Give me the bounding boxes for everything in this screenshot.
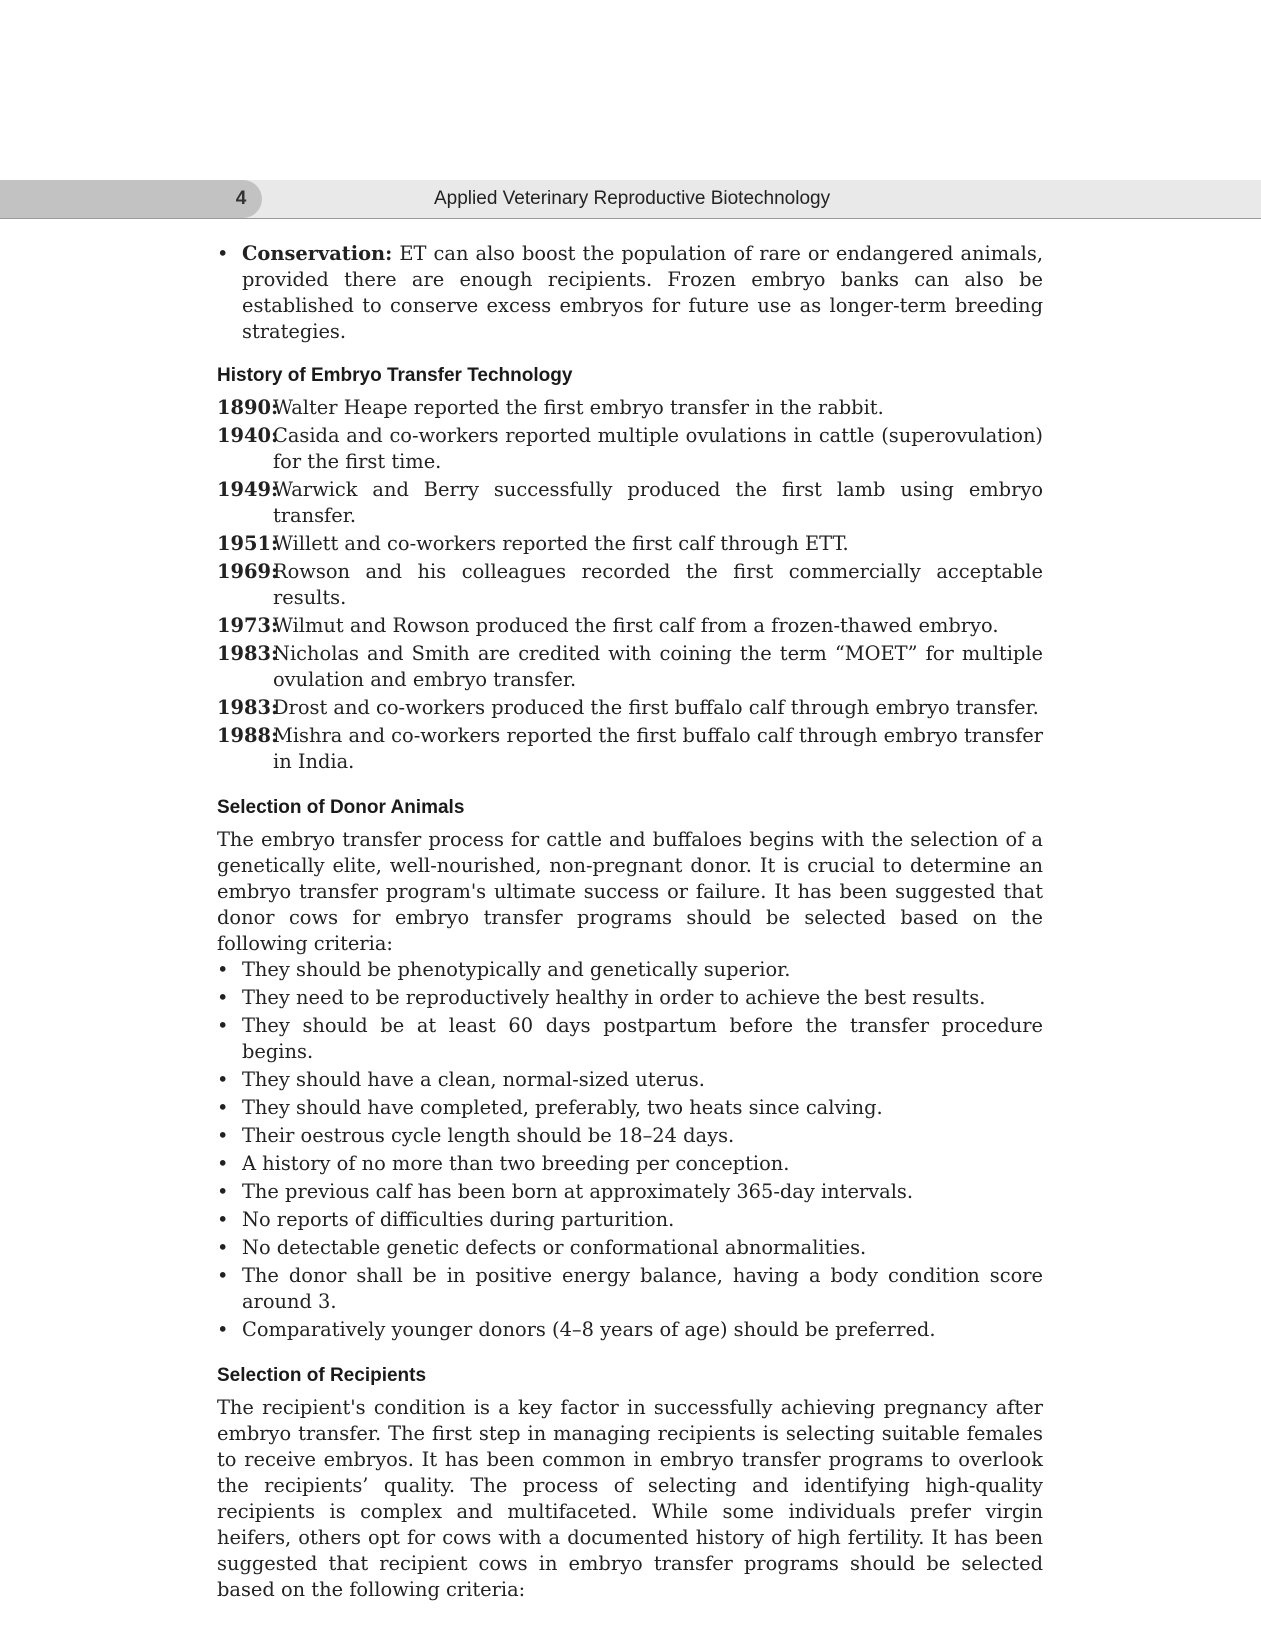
donor-intro-paragraph: The embryo transfer process for cattle and buffaloes begins with the selection of a genetically elite, well-nourished, non-pregnant donor. It is crucial to determine an embryo transfer program's ultimate success or failure. It has been suggested that donor cows for embryo transfer programs should be selected based on the following criteria: [217, 828, 1043, 955]
recipients-heading: Selection of Recipients [217, 1365, 427, 1386]
history-year: 1983: [217, 642, 279, 665]
list-item [217, 1235, 1043, 1261]
bullet-glyph: • [217, 1236, 229, 1259]
bullet-glyph: • [217, 1124, 229, 1147]
history-year: 1890: [217, 396, 279, 419]
history-year: 1951: [217, 532, 279, 555]
history-text: Drost and co-workers produced the first buffalo calf through embryo transfer. [273, 696, 1039, 719]
list-item [217, 1151, 1043, 1177]
list-item [217, 1317, 1043, 1343]
running-title: Applied Veterinary Reproductive Biotechnology [434, 188, 831, 209]
list-item [217, 1207, 1043, 1233]
bullet-glyph: • [217, 1096, 229, 1119]
criterion-text: No reports of difficulties during parturition. [242, 1208, 675, 1231]
history-list [217, 395, 1043, 775]
history-text: Willett and co-workers reported the first calf through ETT. [273, 532, 849, 555]
history-year: 1988: [217, 724, 279, 747]
history-item [217, 531, 1043, 557]
history-text: Walter Heape reported the first embryo transfer in the rabbit. [273, 396, 884, 419]
list-item [217, 1123, 1043, 1149]
criterion-text: The previous calf has been born at approximately 365-day intervals. [242, 1180, 914, 1203]
history-text: Wilmut and Rowson produced the first calf from a frozen-thawed embryo. [273, 614, 999, 637]
criterion-text: They should have a clean, normal-sized uterus. [242, 1068, 705, 1091]
history-heading: History of Embryo Transfer Technology [217, 365, 573, 386]
bullet-glyph: • [217, 1152, 229, 1175]
history-item [217, 695, 1043, 721]
history-year: 1973: [217, 614, 279, 637]
conservation-bullet [217, 241, 1043, 345]
history-item [217, 395, 1043, 421]
history-year: 1949: [217, 478, 279, 501]
list-item [217, 1179, 1043, 1205]
criterion-text: They should be phenotypically and genetically superior. [242, 958, 791, 981]
criterion-text: They should have completed, preferably, two heats since calving. [242, 1096, 883, 1119]
bullet-glyph: • [217, 1014, 229, 1037]
bullet-glyph: • [217, 1180, 229, 1203]
conservation-text: ET can also boost the population of rare or endangered animals, provided there are enough recipients. Frozen embryo banks can also be established to conserve excess embryos for future use as longer-term breeding strategies. [242, 242, 1043, 343]
donor-heading: Selection of Donor Animals [217, 797, 465, 818]
list-item [217, 1263, 1043, 1315]
criterion-text: Comparatively younger donors (4–8 years of age) should be preferred. [242, 1318, 936, 1341]
criterion-text: No detectable genetic defects or conformational abnormalities. [242, 1236, 867, 1259]
history-item [217, 423, 1043, 475]
criterion-text: The donor shall be in positive energy balance, having a body condition score around 3. [242, 1264, 1043, 1313]
history-item [217, 723, 1043, 775]
page-body [217, 241, 1043, 1603]
criterion-text: Their oestrous cycle length should be 18–24 days. [242, 1124, 735, 1147]
list-item [217, 1067, 1043, 1093]
list-item [217, 985, 1043, 1011]
bullet-glyph: • [217, 1208, 229, 1231]
criterion-text: A history of no more than two breeding per conception. [242, 1152, 790, 1175]
donor-criteria-list [217, 957, 1043, 1343]
history-year: 1940: [217, 424, 279, 447]
history-item [217, 559, 1043, 611]
history-text: Warwick and Berry successfully produced the first lamb using embryo transfer. [273, 478, 1043, 527]
history-item [217, 477, 1043, 529]
history-text: Casida and co-workers reported multiple ovulations in cattle (superovulation) for the first time. [273, 424, 1043, 473]
criterion-text: They need to be reproductively healthy in order to achieve the best results. [242, 986, 986, 1009]
history-year: 1969: [217, 560, 279, 583]
list-item [217, 1013, 1043, 1065]
conservation-label: Conservation: [242, 242, 393, 265]
bullet-glyph: • [217, 1318, 229, 1341]
page-header [0, 180, 1261, 219]
bullet-glyph: • [217, 986, 229, 1009]
history-text: Nicholas and Smith are credited with coining the term “MOET” for multiple ovulation and embryo transfer. [273, 642, 1043, 691]
list-item [217, 1095, 1043, 1121]
recipients-intro-paragraph: The recipient's condition is a key factor in successfully achieving pregnancy after embryo transfer. The first step in managing recipients is selecting suitable females to receive embryos. It has been common in embryo transfer programs to overlook the recipients’ quality. The process of selecting and identifying high-quality recipients is complex and multifaceted. While some individuals prefer virgin heifers, others opt for cows with a documented history of high fertility. It has been suggested that recipient cows in embryo transfer programs should be selected based on the following criteria: [217, 1396, 1043, 1601]
page-number: 4 [235, 188, 247, 209]
history-item [217, 613, 1043, 639]
bullet-glyph: • [217, 958, 229, 981]
history-text: Mishra and co-workers reported the first buffalo calf through embryo transfer in India. [273, 724, 1043, 773]
page-number-tab [0, 180, 262, 218]
history-year: 1983: [217, 696, 279, 719]
bullet-glyph: • [217, 1068, 229, 1091]
history-text: Rowson and his colleagues recorded the first commercially acceptable results. [273, 560, 1043, 609]
bullet-glyph: • [217, 242, 229, 265]
criterion-text: They should be at least 60 days postpartum before the transfer procedure begins. [242, 1014, 1043, 1063]
history-item [217, 641, 1043, 693]
bullet-glyph: • [217, 1264, 229, 1287]
list-item [217, 957, 1043, 983]
